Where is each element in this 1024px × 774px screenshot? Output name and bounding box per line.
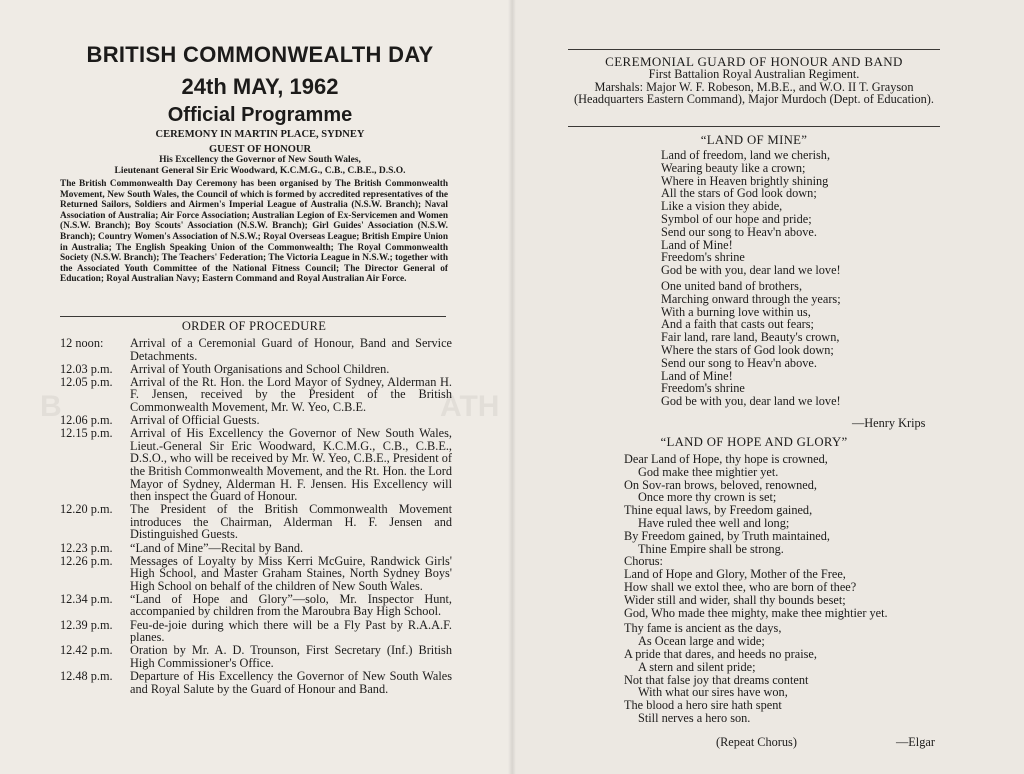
- page-fold: [508, 0, 516, 774]
- song2-line: How shall we extol thee, who are born of thee?: [624, 579, 857, 594]
- song1-line: Land of Mine!: [661, 368, 733, 383]
- guest-line1: His Excellency the Governor of New South Wales,: [159, 155, 361, 165]
- guard-title: CEREMONIAL GUARD OF HONOUR AND BAND: [605, 54, 903, 69]
- show-through-right: ATH: [440, 390, 500, 423]
- procedure-time: 12.42 p.m.: [60, 643, 113, 658]
- procedure-time: 12.03 p.m.: [60, 361, 113, 376]
- song2-verses: [624, 453, 888, 725]
- song2-line: Once more thy crown is set;: [638, 490, 777, 505]
- song1-line: Like a vision they abide,: [661, 199, 783, 214]
- procedure-text: Feu-de-joie during which there will be a Fly Past by R.A.A.F. planes.: [130, 617, 452, 645]
- procedure-list: [60, 337, 452, 696]
- song2-line: By Freedom gained, by Truth maintained,: [624, 528, 830, 543]
- procedure-text: Arrival of Youth Organisations and School Children.: [130, 361, 390, 376]
- song2-line: Still nerves a hero son.: [638, 710, 751, 725]
- procedure-time: 12.05 p.m.: [60, 374, 113, 389]
- song1-title: “LAND OF MINE”: [700, 133, 808, 147]
- song2-line: Thine equal laws, by Freedom gained,: [624, 503, 813, 518]
- song1-line: Land of Mine!: [661, 237, 733, 252]
- song2-line: Thine Empire shall be strong.: [638, 541, 784, 556]
- procedure-row: [60, 414, 452, 427]
- procedure-row: [60, 363, 452, 376]
- song2-line: The blood a hero sire hath spent: [624, 698, 782, 713]
- song2-line: As Ocean large and wide;: [638, 634, 765, 649]
- organised-by-paragraph: The British Commonwealth Day Ceremony has been organised by The British Commonwealth Movement, New South Wales, the Council of which is formed by accredited representatives of the Returned Sailors, Soldiers and Airmen's Imperial League of Australia (N.S.W. Branch); Naval Association of Australia; Air Force Association; Australian Legion of Ex-Servicemen and Women (N.S.W. Branch); Boy Scouts' Association (N.S.W. Branch); Girl Guides' Association (N.S.W. Branch); Country Women's Association of N.S.W.; Royal Overseas League; British Empire Union in Australia; The English Speaking Union of the Commonwealth; The Royal Commonwealth Society (N.S.W. Branch); The Teachers' Federation; The Victoria League in N.S.W.; together with the Associated Youth Committee of the National Fitness Council; The Director General of Education; Royal Australian Navy; Eastern Command and Royal Australian Air Force.: [60, 179, 448, 285]
- procedure-row: [60, 619, 452, 644]
- song2-title: “LAND OF HOPE AND GLORY”: [660, 435, 848, 449]
- procedure-title: ORDER OF PROCEDURE: [181, 319, 327, 333]
- song1-line: Where in Heaven brightly shining: [661, 173, 829, 188]
- procedure-row: [60, 555, 452, 593]
- song1-line: One united band of brothers,: [661, 278, 803, 293]
- procedure-time: 12 noon:: [60, 336, 104, 350]
- song1-line: With a burning love within us,: [661, 304, 811, 319]
- procedure-row: [60, 542, 452, 555]
- procedure-time: 12.48 p.m.: [60, 668, 113, 683]
- heading-date: 24th MAY, 1962: [181, 74, 339, 99]
- procedure-text: Oration by Mr. A. D. Trounson, First Secretary (Inf.) British High Commissioner's Office.: [130, 643, 452, 670]
- procedure-text: “Land of Mine”—Recital by Band.: [130, 540, 304, 555]
- heading-programme: Official Programme: [167, 104, 353, 126]
- procedure-time: 12.20 p.m.: [60, 502, 113, 517]
- song1-line: Send our song to Heav'n above.: [661, 224, 817, 239]
- guard-marshals: Marshals: Major W. F. Robeson, M.B.E., and W.O. II T. Grayson (Headquarters Eastern Command), Major Murdoch (Dept. of Education).: [574, 80, 934, 107]
- song2-line: God, Who made thee mighty, make thee mightier yet.: [624, 605, 888, 620]
- guest-label: GUEST OF HONOUR: [208, 144, 312, 155]
- procedure-row: [60, 337, 452, 362]
- guard-regiment: First Battalion Royal Australian Regiment.: [648, 67, 860, 81]
- song1-line: Where the stars of God look down;: [661, 342, 834, 357]
- procedure-text: “Land of Hope and Glory”—solo, Mr. Inspector Hunt, accompanied by children from the Maroubra Bay High School.: [130, 591, 452, 619]
- song1-line: Wearing beauty like a crown;: [661, 160, 806, 175]
- procedure-text: Messages of Loyalty by Miss Kerri McGuire, Randwick Girls' High School, and Master Graham Staines, North Sydney Boys' High School on behalf of the children of New South Wales.: [130, 553, 452, 593]
- procedure-row: [60, 503, 452, 541]
- song1-line: Land of freedom, land we cherish,: [661, 148, 831, 162]
- procedure-row: [60, 376, 452, 414]
- divider-left: [60, 316, 446, 317]
- procedure-row: [60, 670, 452, 695]
- song1-author: —Henry Krips: [852, 416, 926, 430]
- song1-line: All the stars of God look down;: [661, 186, 817, 201]
- song1-line: God be with you, dear land we love!: [661, 263, 841, 278]
- procedure-row: [60, 644, 452, 669]
- procedure-text: Arrival of His Excellency the Governor of New South Wales, Lieut.-General Sir Eric Woodward, K.C.M.G., C.B., C.B.E., D.S.O., who will be received by Mr. W. Yeo, C.B.E., President of the British Commonwealth Movement, and the Rt. Hon. the Lord Mayor of Sydney, Alderman H. F. Jensen. His Excellency will then inspect the Guard of Honour.: [130, 426, 452, 504]
- song2-line: Not that false joy that dreams content: [624, 672, 809, 687]
- divider-right-top: [568, 49, 940, 50]
- guest-line2: Lieutenant General Sir Eric Woodward, K.C.M.G., C.B., C.B.E., D.S.O.: [114, 166, 406, 176]
- procedure-time: 12.26 p.m.: [60, 553, 113, 568]
- song1-verses: [661, 149, 841, 408]
- procedure-time: 12.34 p.m.: [60, 591, 113, 606]
- procedure-text: Departure of His Excellency the Governor of New South Wales and Royal Salute by the Guard of Honour and Band.: [130, 668, 452, 696]
- heading-day: BRITISH COMMONWEALTH DAY: [86, 42, 434, 67]
- procedure-time: 12.23 p.m.: [60, 540, 113, 555]
- song1-line: Fair land, rare land, Beauty's crown,: [661, 330, 840, 345]
- procedure-text: Arrival of Official Guests.: [130, 413, 260, 428]
- song2-line: A pride that dares, and heeds no praise,: [624, 646, 817, 661]
- song2-line: A stern and silent pride;: [638, 659, 756, 674]
- song1-line: Symbol of our hope and pride;: [661, 211, 812, 226]
- song1-line: And a faith that casts out fears;: [661, 317, 814, 332]
- procedure-time: 12.06 p.m.: [60, 413, 113, 428]
- procedure-text: The President of the British Commonwealth Movement introduces the Chairman, Alderman H. F. Jensen and Distinguished Guests.: [130, 502, 452, 542]
- show-through-left: B: [40, 390, 62, 423]
- song2-line: On Sov-ran brows, beloved, renowned,: [624, 477, 817, 492]
- song2-author: —Elgar: [896, 735, 935, 749]
- song1-line: Freedom's shrine: [661, 381, 745, 396]
- song1-line: Freedom's shrine: [661, 250, 745, 265]
- procedure-row: [60, 427, 452, 503]
- song2-line: Wider still and wider, shall thy bounds beset;: [624, 592, 846, 607]
- procedure-row: [60, 593, 452, 618]
- song2-line: Dear Land of Hope, thy hope is crowned,: [624, 452, 828, 466]
- song2-line: Have ruled thee well and long;: [638, 515, 790, 530]
- song2-line: Chorus:: [624, 554, 663, 569]
- divider-right-mid: [568, 126, 940, 127]
- song1-line: Send our song to Heav'n above.: [661, 355, 817, 370]
- song1-line: God be with you, dear land we love!: [661, 394, 841, 409]
- ceremony-place: CEREMONY IN MARTIN PLACE, SYDNEY: [155, 129, 365, 140]
- song2-line: With what our sires have won,: [638, 685, 788, 700]
- procedure-time: 12.39 p.m.: [60, 617, 113, 632]
- song2-line: Thy fame is ancient as the days,: [624, 621, 782, 636]
- song1-line: Marching onward through the years;: [661, 291, 841, 306]
- procedure-time: 12.15 p.m.: [60, 426, 113, 441]
- procedure-text: Arrival of a Ceremonial Guard of Honour, Band and Service Detachments.: [130, 336, 452, 363]
- song2-repeat: (Repeat Chorus): [716, 735, 797, 749]
- song2-line: Land of Hope and Glory, Mother of the Free,: [624, 567, 846, 582]
- song2-line: God make thee mightier yet.: [638, 464, 779, 479]
- procedure-text: Arrival of the Rt. Hon. the Lord Mayor of Sydney, Alderman H. F. Jensen, received by the President of the British Commonwealth Movement, Mr. W. Yeo, C.B.E.: [130, 374, 452, 414]
